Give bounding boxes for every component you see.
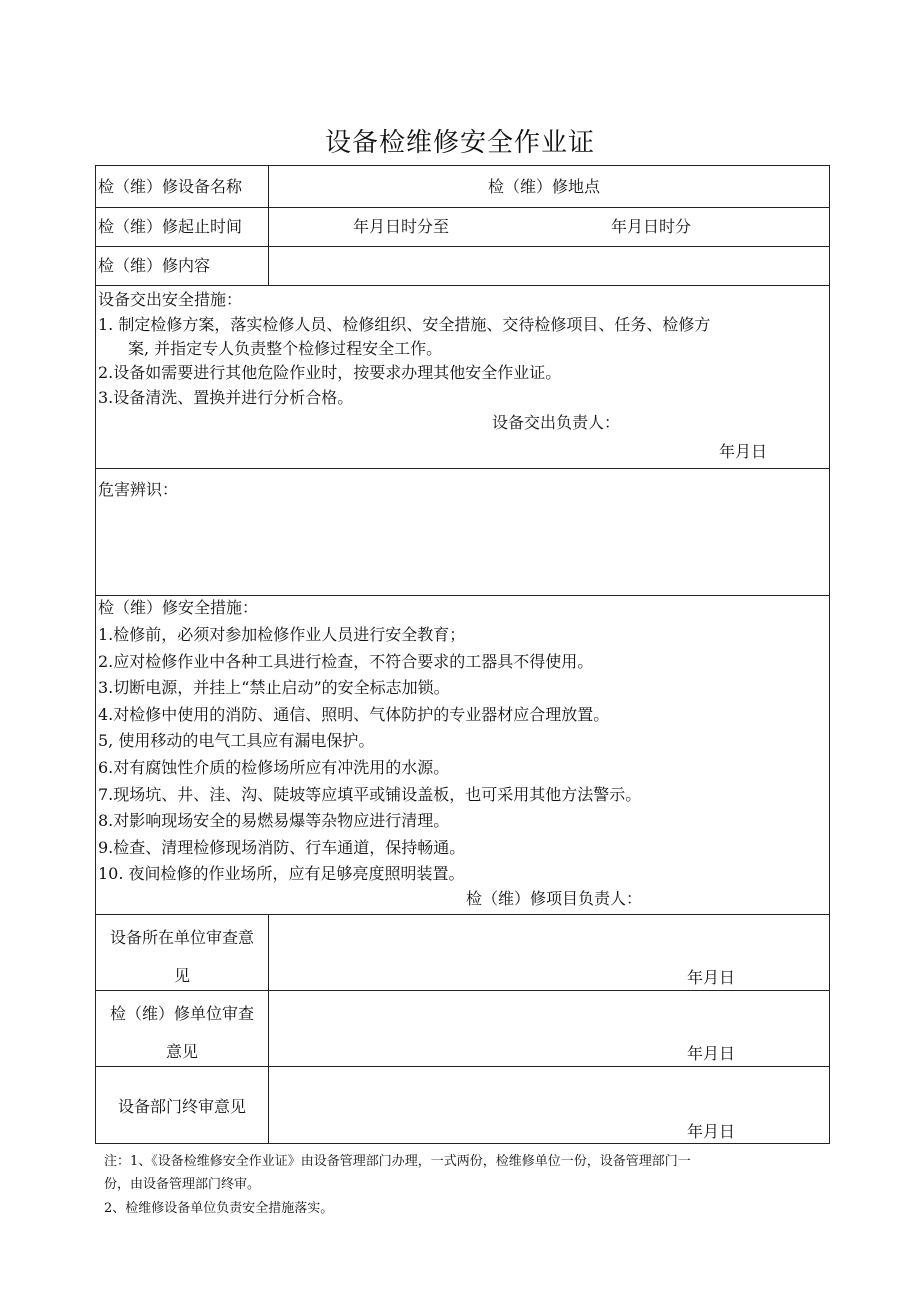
safety-item: 5, 使用移动的电气工具应有漏电保护。 bbox=[98, 731, 375, 750]
safety-item: 8.对影响现场安全的易燃易爆等杂物应进行清理。 bbox=[98, 811, 450, 830]
note-line: 注：1、《设备检维修安全作业证》由设备管理部门办理，一式两份，检维修单位一份，设备管理部门一 bbox=[104, 1154, 691, 1169]
column-divider bbox=[268, 914, 269, 1144]
time-label: 检（维）修起止时间 bbox=[98, 217, 243, 236]
row-divider bbox=[96, 595, 829, 596]
time-to: 年月日时分 bbox=[611, 217, 692, 236]
safety-item: 7.现场坑、井、洼、沟、陡坡等应填平或铺设盖板，也可采用其他方法警示。 bbox=[98, 785, 642, 804]
handover-item: 2.设备如需要进行其他危险作业时，按要求办理其他安全作业证。 bbox=[98, 363, 562, 382]
page-title: 设备检维修安全作业证 bbox=[324, 128, 595, 158]
equipment-name-label: 检（维）修设备名称 bbox=[98, 177, 243, 196]
review-label: 检（维）修单位审查 bbox=[109, 1004, 254, 1023]
safety-item: 2.应对检修作业中各种工具进行检查，不符合要求的工器具不得使用。 bbox=[98, 652, 594, 671]
row-divider bbox=[96, 914, 829, 915]
note-line: 2、检维修设备单位负责安全措施落实。 bbox=[104, 1201, 334, 1216]
review-label: 设备所在单位审查意 bbox=[109, 928, 254, 947]
handover-item: 3.设备清洗、置换并进行分析合格。 bbox=[98, 388, 354, 407]
review-label: 设备部门终审意见 bbox=[117, 1097, 246, 1116]
handover-date: 年月日 bbox=[719, 442, 768, 461]
safety-item: 10. 夜间检修的作业场所，应有足够亮度照明装置。 bbox=[98, 864, 465, 883]
handover-item: 案, 并指定专人负责整个检修过程安全工作。 bbox=[128, 339, 443, 358]
handover-item: 1. 制定检修方案，落实检修人员、检修组织、安全措施、交待检修项目、任务、检修方 bbox=[98, 315, 711, 334]
row-divider bbox=[96, 468, 829, 469]
safety-item: 1.检修前，必须对参加检修作业人员进行安全教育； bbox=[98, 625, 466, 644]
permit-form bbox=[95, 165, 830, 1144]
safety-item: 6.对有腐蚀性介质的检修场所应有冲洗用的水源。 bbox=[98, 758, 450, 777]
safety-responsible: 检（维）修项目负责人： bbox=[466, 889, 643, 908]
row-divider bbox=[96, 246, 829, 247]
location-label: 检（维）修地点 bbox=[488, 177, 601, 196]
handover-responsible: 设备交出负责人： bbox=[492, 413, 621, 432]
safety-heading: 检（维）修安全措施： bbox=[98, 598, 259, 617]
safety-item: 4.对检修中使用的消防、通信、照明、气体防护的专业器材应合理放置。 bbox=[98, 705, 610, 724]
note-line: 份，由设备管理部门终审。 bbox=[104, 1177, 261, 1192]
handover-heading: 设备交出安全措施： bbox=[98, 290, 243, 309]
review-date: 年月日 bbox=[687, 1044, 736, 1063]
column-divider bbox=[268, 166, 269, 285]
hazard-heading: 危害辨识： bbox=[98, 480, 179, 499]
safety-item: 9.检查、清理检修现场消防、行车通道，保持畅通。 bbox=[98, 838, 466, 857]
content-label: 检（维）修内容 bbox=[98, 256, 211, 275]
review-label: 见 bbox=[173, 966, 190, 985]
review-date: 年月日 bbox=[687, 1122, 736, 1141]
review-label: 意见 bbox=[165, 1042, 198, 1061]
row-divider bbox=[96, 285, 829, 286]
time-from: 年月日时分至 bbox=[353, 217, 450, 236]
row-divider bbox=[96, 207, 829, 208]
safety-item: 3.切断电源，并挂上“禁止启动”的安全标志加锁。 bbox=[98, 678, 450, 697]
review-date: 年月日 bbox=[687, 968, 736, 987]
